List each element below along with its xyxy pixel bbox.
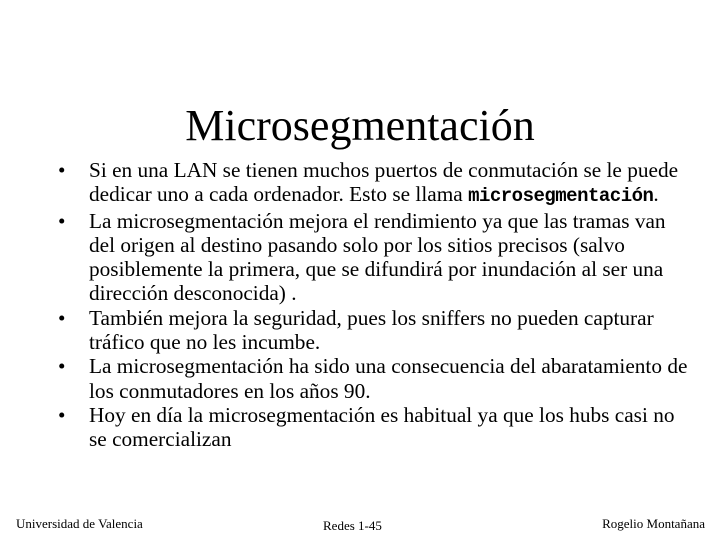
bullet-text-end: . [653, 182, 659, 207]
bullet-item-microsegmentation-definition [58, 158, 688, 209]
footer-author: Rogelio Montañana [602, 516, 705, 531]
bullet-item-performance: • La microsegmentación mejora el rendimiento ya que las tramas van del origen al destino pasando solo por los sitios precisos (salvo posiblemente la primera, que se difundirá por inundación al ser una dirección desconocida) . [58, 209, 688, 306]
bullet-item-cost: • La microsegmentación ha sido una consecuencia del abaratamiento de los conmutadores en los años 90. [58, 354, 688, 403]
bullet-text: Si en una LAN se tienen muchos puertos de conmutación se le puede dedicar uno a cada ordenador. Esto se llama [89, 158, 679, 207]
bullet-list [58, 158, 688, 452]
footer-institution: Universidad de Valencia [16, 516, 143, 531]
bullet-item-security: • También mejora la seguridad, pues los sniffers no pueden capturar tráfico que no les incumbe. [58, 306, 688, 355]
footer-page-number: Redes 1-45 [323, 518, 382, 533]
term-highlight: microsegmentación [468, 185, 654, 208]
bullet-item-hubs: • Hoy en día la microsegmentación es habitual ya que los hubs casi no se comercializan [58, 403, 688, 452]
slide-title: Microsegmentación [185, 101, 535, 151]
